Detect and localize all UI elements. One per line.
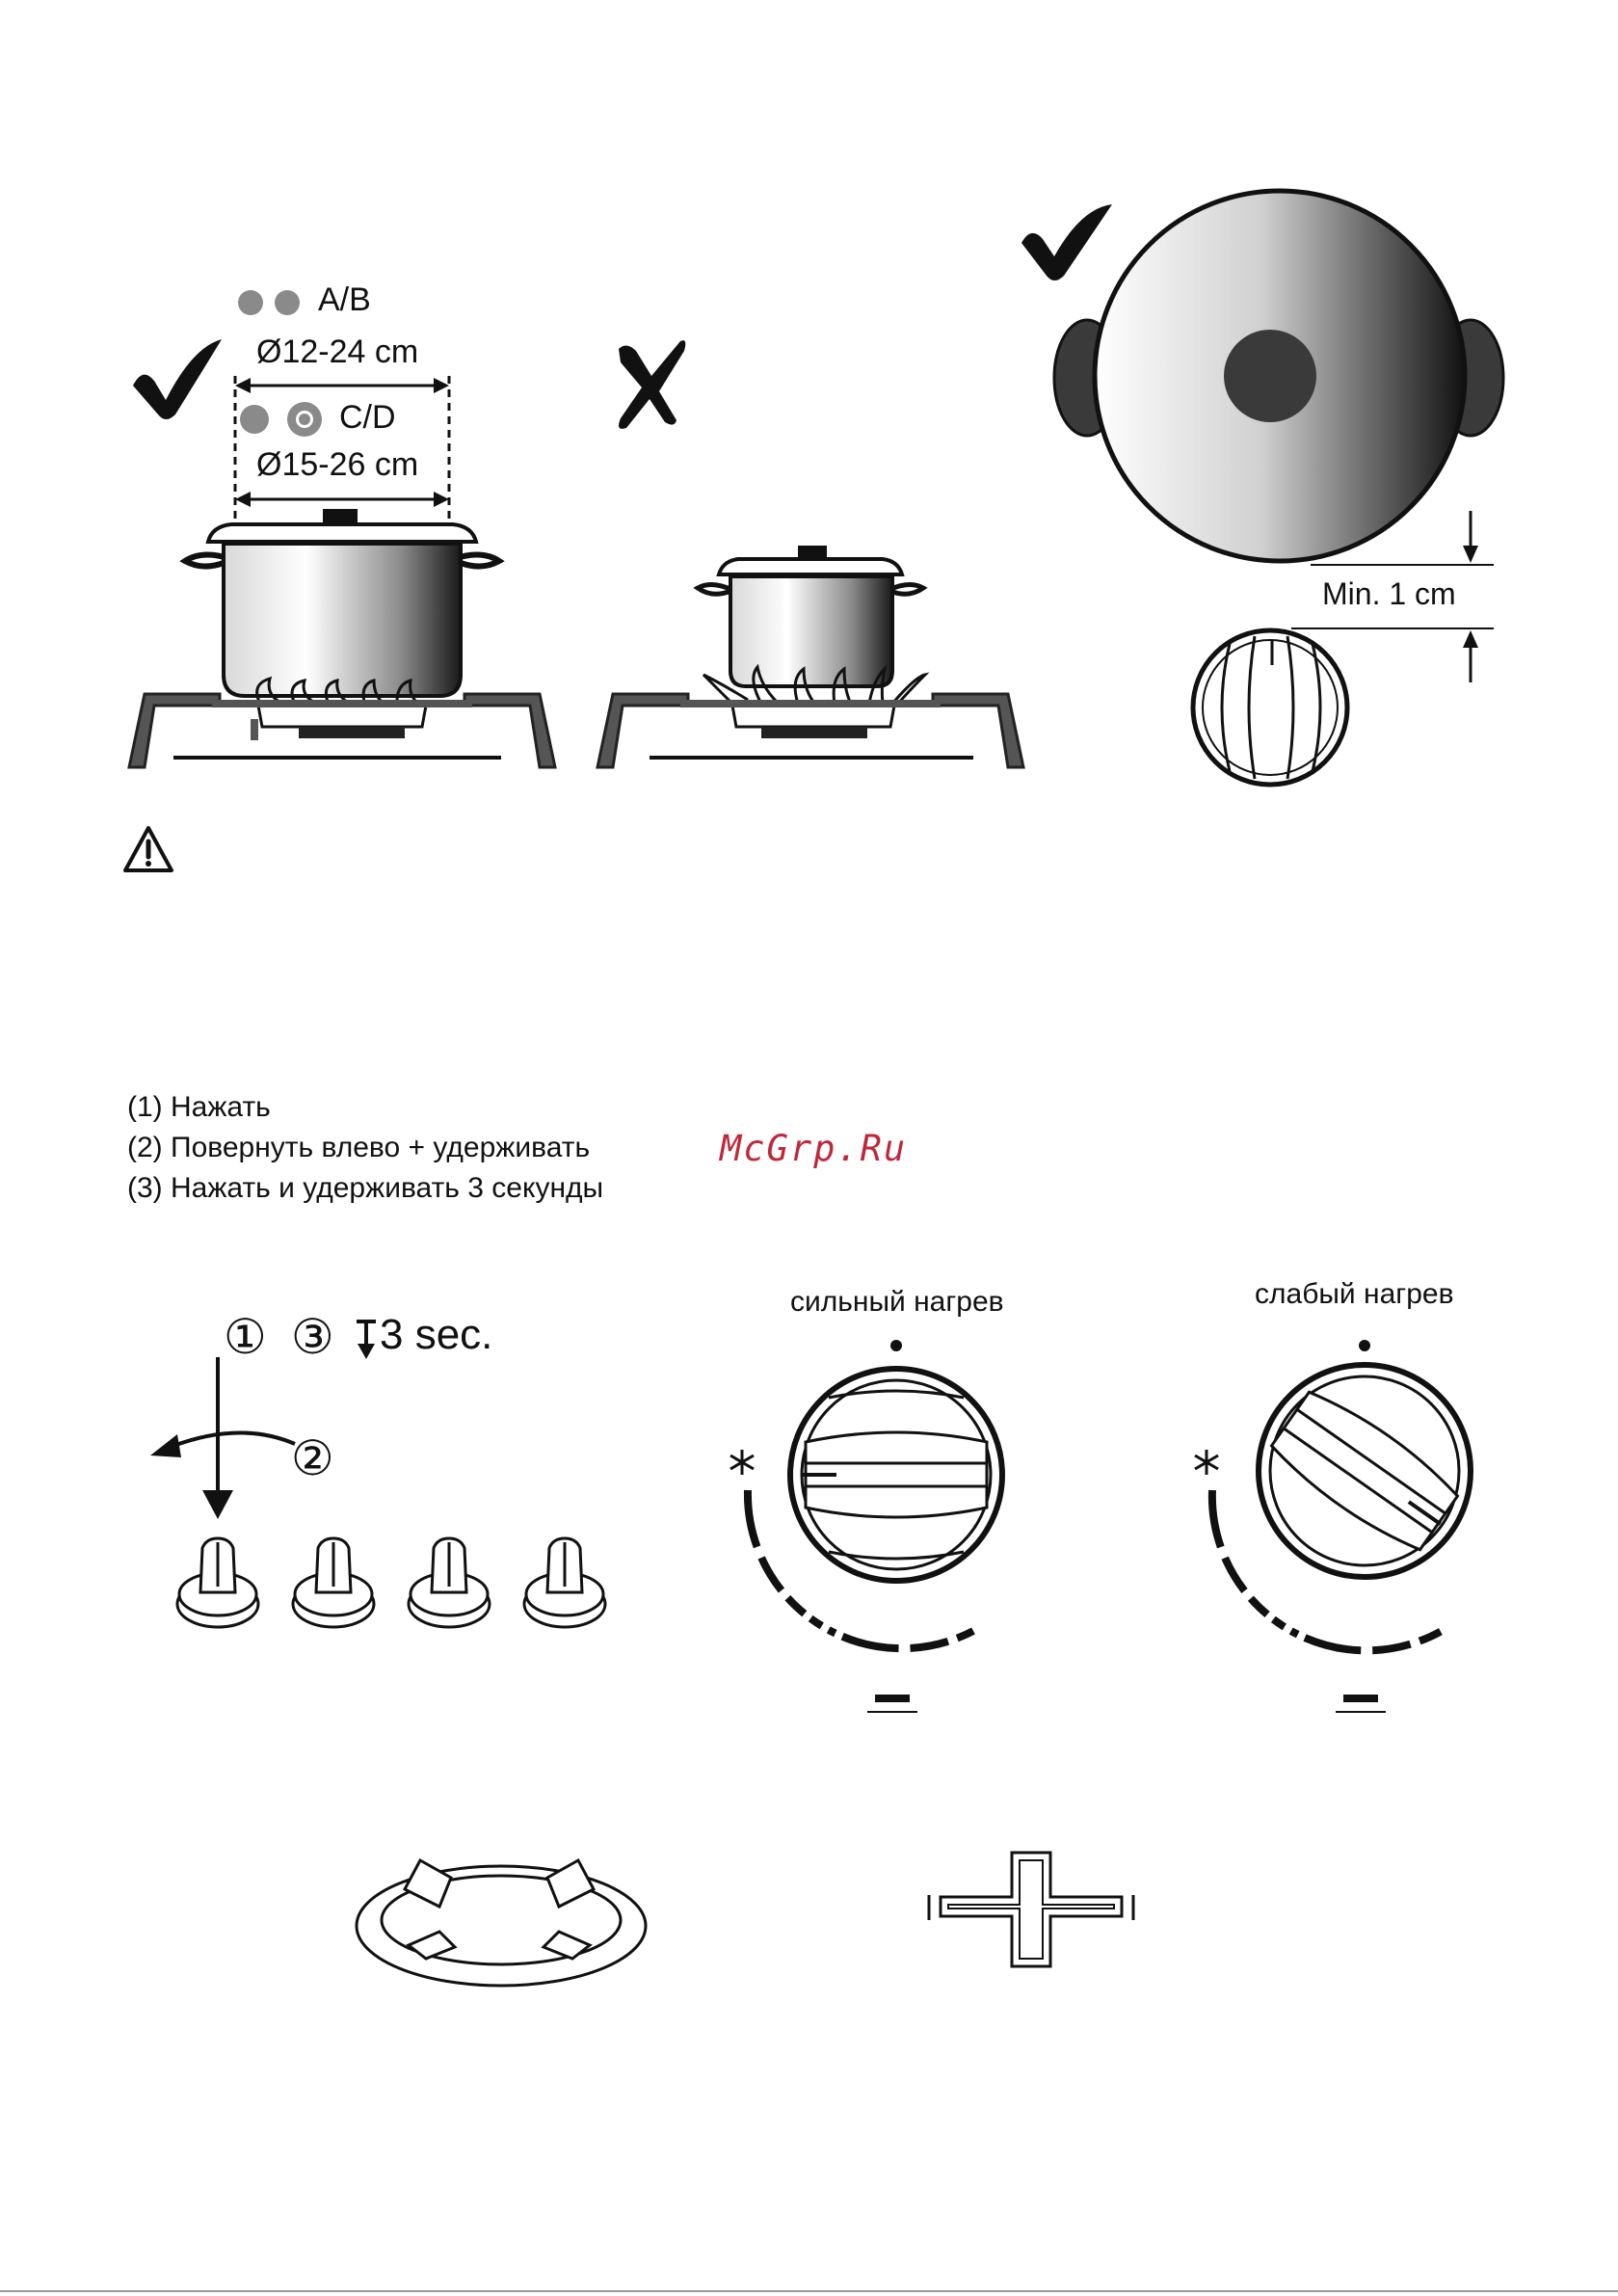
cd-diameter: Ø15-26 cm [256,446,419,483]
burner-knob-3 [409,1538,490,1627]
high-heat-label: сильный нагрев [790,1286,1004,1318]
ignition-step-3: (3) Нажать и удерживать 3 секунды [127,1172,604,1204]
check-icon [133,339,222,419]
control-knob [1193,630,1347,785]
cross-icon [619,340,685,429]
ab-diameter: Ø12-24 cm [256,334,419,370]
clearance-figure [1002,193,1600,810]
low-heat-label: слабый нагрев [1255,1278,1454,1310]
burner-knob-4 [524,1538,605,1627]
burner-dot-a [238,290,263,315]
burner-knob-2 [293,1538,374,1627]
watermark: McGrp.Ru [720,1128,908,1169]
cd-label: C/D [339,399,396,436]
knob-low-figure [1176,1330,1465,1725]
bottom-rule [0,2290,1618,2292]
warning-icon [121,824,175,874]
wrong-pot-figure [588,328,1041,771]
ignition-step-1: (1) Нажать [127,1091,271,1123]
step-1-marker: ① [224,1310,267,1364]
step-2-marker: ② [291,1431,334,1485]
lid-knob [1224,330,1316,422]
burner-knob-1 [177,1538,258,1627]
burner-dot-b [275,290,300,315]
clearance-label: Min. 1 cm [1322,576,1456,611]
ignition-step-2: (2) Повернуть влево + удерживать [127,1132,591,1163]
ab-label: A/B [318,281,371,318]
burner-dot-c [240,405,269,434]
check-icon [1021,204,1112,280]
spark-icon [1195,1450,1218,1475]
step-3-marker: ③ [291,1310,334,1364]
wok-ring-figure [347,1851,655,1995]
hold-time-label: 3 sec. [380,1311,493,1358]
ignition-figure [135,1349,636,1648]
cross-support-figure [925,1849,1137,1974]
knob-high-figure [713,1330,1002,1725]
rotate-left-arrow [173,1432,295,1446]
spark-icon [730,1450,754,1475]
